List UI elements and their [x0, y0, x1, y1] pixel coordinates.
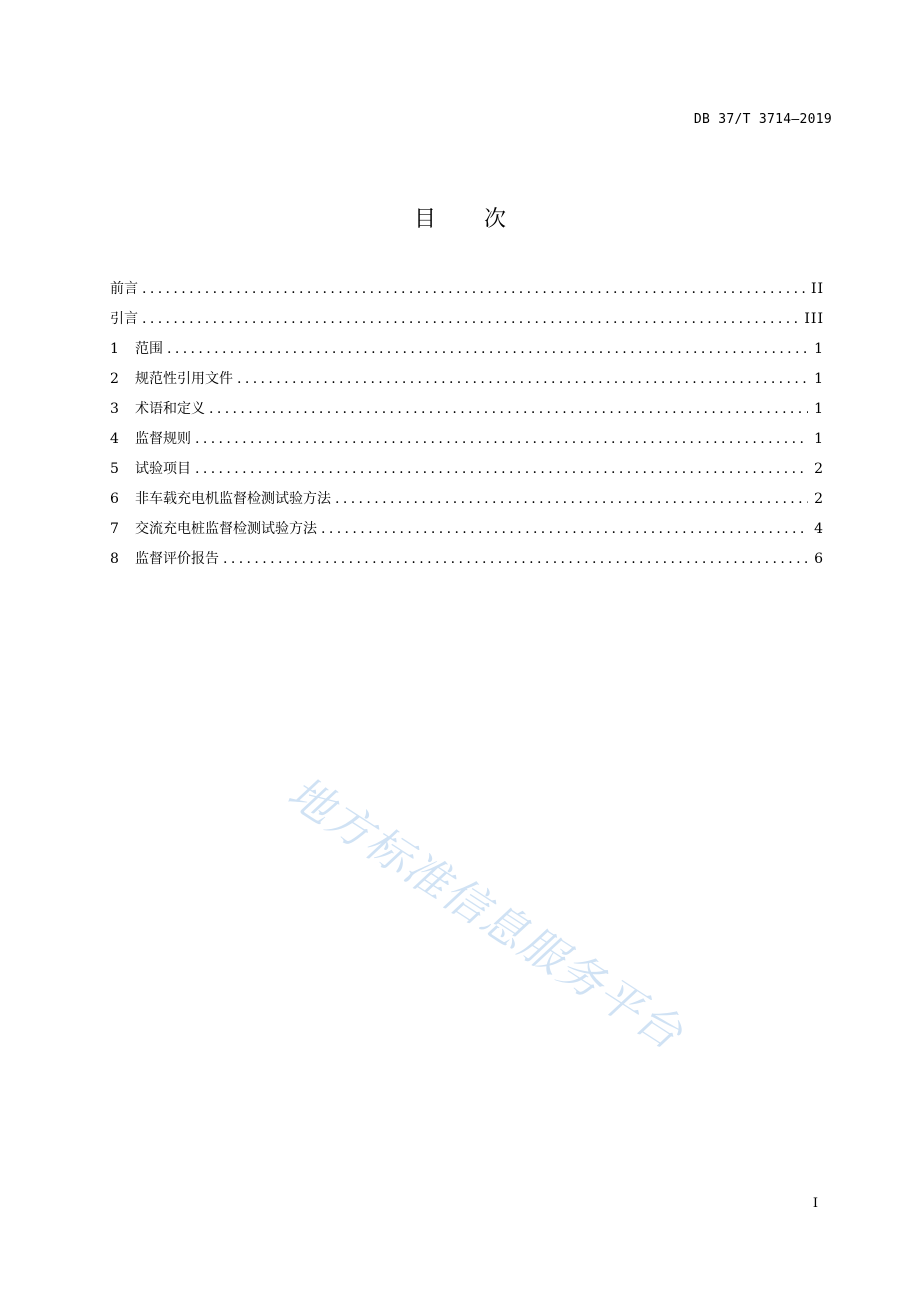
toc-entry-page: 1: [814, 401, 824, 417]
toc-entry-introduction[interactable]: [110, 307, 824, 337]
toc-leader-dots: [167, 337, 808, 361]
toc-entry-number: 2: [110, 371, 119, 387]
toc-entry-label: 非车载充电机监督检测试验方法: [135, 491, 331, 507]
toc-entry-number: 6: [110, 491, 119, 507]
toc-entry-ac-charging-pile-methods[interactable]: [110, 517, 824, 547]
toc-entry-page: 6: [814, 551, 824, 567]
toc-entry-page: 4: [814, 521, 824, 537]
toc-entry-page: III: [804, 311, 824, 327]
toc-leader-dots: [223, 547, 808, 571]
toc-entry-page: II: [810, 281, 824, 297]
toc-entry-label: 前言: [110, 281, 138, 297]
page-number: I: [812, 1196, 818, 1211]
toc-entry-evaluation-report[interactable]: [110, 547, 824, 577]
toc-entry-label: 监督评价报告: [135, 551, 219, 567]
toc-entry-label: 术语和定义: [135, 401, 205, 417]
toc-entry-page: 1: [814, 341, 824, 357]
toc-entry-offboard-charger-methods[interactable]: [110, 487, 824, 517]
toc-leader-dots: [195, 457, 808, 481]
toc-entry-page: 1: [814, 431, 824, 447]
toc-entry-number: 8: [110, 551, 119, 567]
toc-entry-scope[interactable]: [110, 337, 824, 367]
toc-entry-number: 4: [110, 431, 119, 447]
toc-leader-dots: [142, 277, 805, 301]
toc-leader-dots: [195, 427, 808, 451]
toc-entry-label: 监督规则: [135, 431, 191, 447]
page-title: [0, 202, 920, 233]
toc-entry-number: 3: [110, 401, 119, 417]
toc-entry-terms-definitions[interactable]: [110, 397, 824, 427]
toc-leader-dots: [321, 517, 808, 541]
toc-entry-supervision-rules[interactable]: [110, 427, 824, 457]
toc-entry-label: 引言: [110, 311, 138, 327]
toc-entry-page: 2: [814, 491, 824, 507]
document-code: DB 37/T 3714—2019: [693, 112, 832, 127]
title-part-2: 次: [484, 207, 507, 232]
title-part-1: 目: [413, 207, 436, 232]
toc-entry-test-items[interactable]: [110, 457, 824, 487]
toc-leader-dots: [142, 307, 798, 331]
toc-leader-dots: [237, 367, 808, 391]
toc-leader-dots: [209, 397, 808, 421]
toc-entry-number: 7: [110, 521, 119, 537]
toc-entry-label: 交流充电桩监督检测试验方法: [135, 521, 317, 537]
toc-entry-page: 2: [814, 461, 824, 477]
toc-entry-label: 规范性引用文件: [135, 371, 233, 387]
watermark: 地方标准信息服务平台: [278, 767, 693, 1061]
toc-entry-number: 1: [110, 341, 119, 357]
table-of-contents: [110, 277, 824, 577]
toc-entry-foreword[interactable]: [110, 277, 824, 307]
toc-leader-dots: [335, 487, 808, 511]
toc-entry-normative-references[interactable]: [110, 367, 824, 397]
toc-entry-label: 范围: [135, 341, 163, 357]
toc-entry-number: 5: [110, 461, 119, 477]
toc-entry-label: 试验项目: [135, 461, 191, 477]
toc-entry-page: 1: [814, 371, 824, 387]
